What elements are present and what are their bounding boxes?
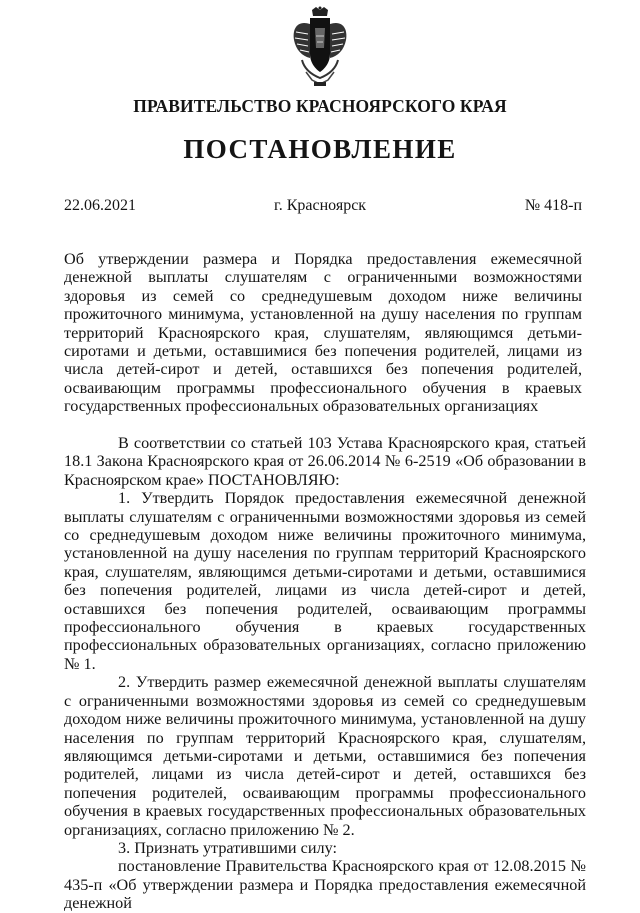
clause-3-item-paragraph: постановление Правительства Красноярского края от 12.08.2015 № 435-п «Об утверждении размера и Порядка предоставления ежемесячной денежной bbox=[64, 857, 586, 913]
document-type-title: ПОСТАНОВЛЕНИЕ bbox=[183, 134, 457, 164]
clause-1-paragraph: 1. Утвердить Порядок предоставления ежемесячной денежной выплаты слушателям с ограниченными возможностями здоровья из семей со среднедушевым доходом ниже величины прожиточного минимума, установленной на душу населения по группам территорий Красноярского края, слушателям, являющимся детьми-сиротами и детьми, оставшимися без попечения родителей, лицами из числа детей-сирот и детей, оставшихся без попечения родителей, осваивающим программы профессионального обучения в краевых государственных профессиональных образовательных организациях, согласно приложению № 1. bbox=[64, 489, 586, 673]
coat-of-arms-emblem bbox=[290, 6, 350, 88]
document-date: 22.06.2021 bbox=[64, 197, 136, 214]
preamble-paragraph: В соответствии со статьей 103 Устава Красноярского края, статьей 18.1 Закона Красноярского края от 26.06.2014 № 6-2519 «Об образовании в Красноярском крае» ПОСТАНОВЛЯЮ: bbox=[64, 434, 586, 489]
document-subject: Об утверждении размера и Порядка предоставления ежемесячной денежной выплаты слушателям с ограниченными возможностями здоровья из семей со среднедушевым доходом ниже величины прожиточного минимума, установленной на душу населения по группам территорий Красноярского края, слушателям, являющимся детьми-сиротами и детьми, оставшимися без попечения родителей, лицами из числа детей-сирот и детей, оставшихся без попечения родителей, осваивающим программы профессионального обучения в краевых государственных профессиональных образовательных организациях bbox=[64, 250, 582, 416]
document-number: № 418-п bbox=[524, 197, 582, 214]
document-body bbox=[64, 434, 586, 913]
government-name: ПРАВИТЕЛЬСТВО КРАСНОЯРСКОГО КРАЯ bbox=[133, 96, 507, 116]
clause-2-paragraph: 2. Утвердить размер ежемесячной денежной выплаты слушателям с ограниченными возможностями здоровья из семей со среднедушевым доходом ниже величины прожиточного минимума, установленной на душу населения по группам территорий Красноярского края, слушателям, являющимся детьми-сиротами и детьми, оставшимися без попечения родителей, лицами из числа детей-сирот и детей, оставшихся без попечения родителей, осваивающим программы профессионального обучения в краевых государственных профессиональных образовательных организациях, согласно приложению № 2. bbox=[64, 673, 586, 839]
clause-3-paragraph: 3. Признать утратившими силу: bbox=[118, 838, 337, 857]
document-city: г. Красноярск bbox=[273, 197, 367, 214]
